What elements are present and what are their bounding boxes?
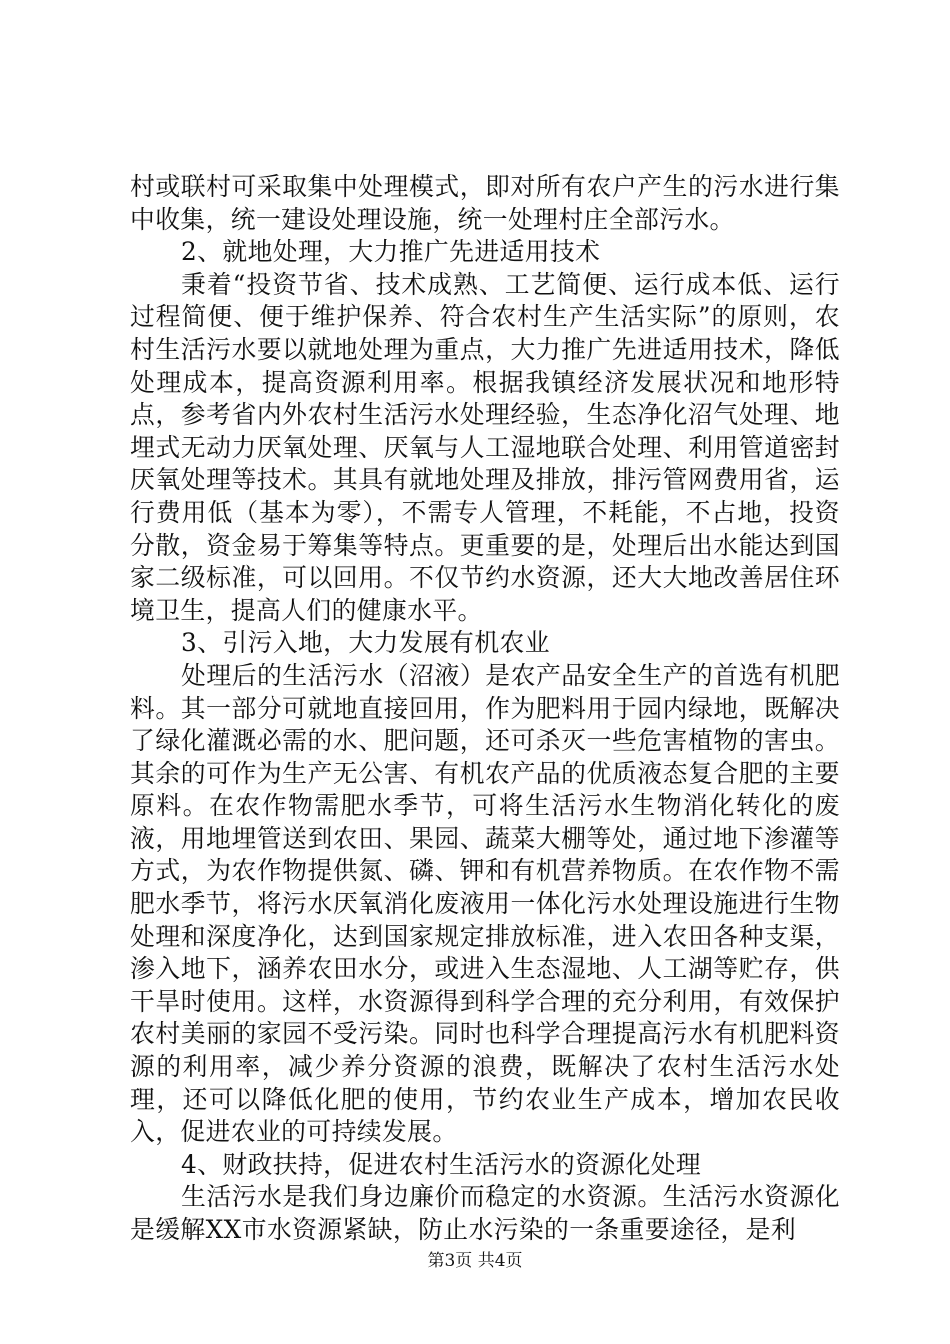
paragraph-fiscal-support: 生活污水是我们身边廉价而稳定的水资源。生活污水资源化是缓解XX市水资源紧缺，防止水污染的一条重要途径，是利: [130, 1182, 840, 1244]
section-heading-4: 4、财政扶持，促进农村生活污水的资源化处理: [181, 1149, 702, 1179]
paragraph-on-site-treatment: 秉着“投资节省、技术成熟、工艺简便、运行成本低、运行过程简便、便于维护保养、符合农村生产生活实际”的原则，农村生活污水要以就地处理为重点，大力推广先进适用技术，降低处理成本，提高资源利用率。根据我镇经济发展状况和地形特点，参考省内外农村生活污水处理经验，生态净化沼气处理、地埋式无动力厌氧处理、厌氧与人工湿地联合处理、利用管道密封厌氧处理等技术。其具有就地处理及排放，排污管网费用省，运行费用低（基本为零），不需专人管理，不耗能，不占地，投资分散，资金易于筹集等特点。更重要的是，处理后出水能达到国家二级标准，可以回用。不仅节约水资源，还大大地改善居住环境卫生，提高人们的健康水平。: [130, 269, 840, 625]
page-footer: 第3页 共4页: [427, 1251, 523, 1271]
document-body: [130, 171, 840, 1247]
paragraph-organic-agriculture: 处理后的生活污水（沼液）是农产品安全生产的首选有机肥料。其一部分可就地直接回用，作为肥料用于园内绿地，既解决了绿化灌溉必需的水、肥问题，还可杀灭一些危害植物的害虫。其余的可作为生产无公害、有机农产品的优质液态复合肥的主要原料。在农作物需肥水季节，可将生活污水生物消化转化的废液，用地埋管送到农田、果园、蔬菜大棚等处，通过地下渗灌等方式，为农作物提供氮、磷、钾和有机营养物质。在农作物不需肥水季节，将污水厌氧消化废液用一体化污水处理设施进行生物处理和深度净化，达到国家规定排放标准，进入农田各种支渠，渗入地下，涵养农田水分，或进入生态湿地、人工湖等贮存，供干旱时使用。这样，水资源得到科学合理的充分利用，有效保护农村美丽的家园不受污染。同时也科学合理提高污水有机肥料资源的利用率，减少养分资源的浪费，既解决了农村生活污水处理，还可以降低化肥的使用，节约农业生产成本，增加农民收入，促进农业的可持续发展。: [130, 660, 840, 1147]
section-heading-2: 2、就地处理，大力推广先进适用技术: [181, 237, 601, 267]
paragraph-continuation: 村或联村可采取集中处理模式，即对所有农户产生的污水进行集中收集，统一建设处理设施，统一处理村庄全部污水。: [130, 172, 840, 234]
section-heading-3: 3、引污入地，大力发展有机农业: [181, 628, 550, 658]
